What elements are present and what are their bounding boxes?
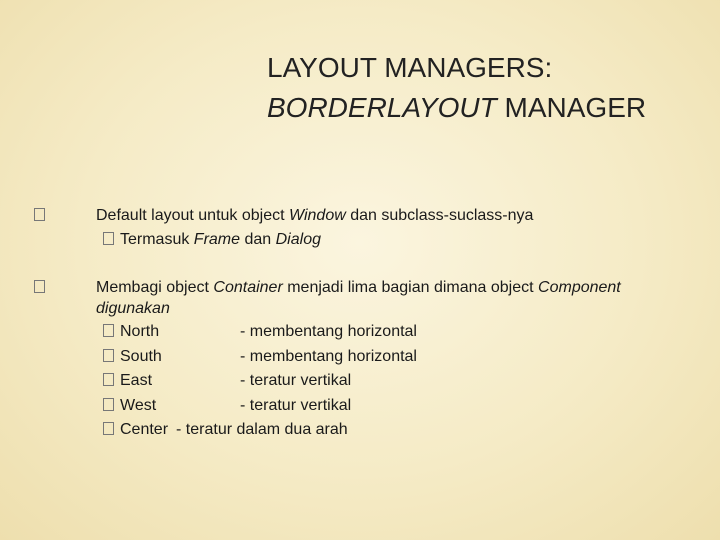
- region-item-west: [103, 394, 351, 419]
- bullet-1-sub: [103, 228, 321, 253]
- region-desc: - teratur dalam dua arah: [176, 421, 348, 438]
- text-italic: Container: [213, 279, 283, 296]
- text-italic: Component: [538, 279, 621, 296]
- title-italic-word: BORDERLAYOUT: [267, 92, 497, 123]
- title-line-2: [267, 88, 646, 128]
- region-name: North: [120, 323, 160, 340]
- bullet-2-text-line-2: [96, 297, 170, 321]
- text-italic: Frame: [193, 231, 241, 248]
- text-italic: Window: [289, 207, 346, 224]
- region-item-south: [103, 345, 417, 370]
- region-desc: - teratur vertikal: [240, 396, 352, 414]
- title-line-2-rest: MANAGER: [496, 92, 647, 123]
- bullet-1-text: [96, 204, 533, 228]
- text-italic: digunakan: [96, 300, 170, 317]
- sub-bullet-box-icon: [103, 232, 114, 245]
- text-run: dan: [240, 231, 276, 248]
- sub-bullet-box-icon: [103, 349, 114, 362]
- region-item-north: [103, 320, 417, 345]
- text-italic: Dialog: [275, 231, 321, 248]
- slide-title: [267, 48, 646, 128]
- sub-bullet-box-icon: [103, 422, 114, 435]
- region-name: East: [120, 372, 153, 389]
- title-line-1: LAYOUT MANAGERS:: [267, 52, 553, 83]
- bullet-box-icon: [34, 208, 45, 221]
- region-desc: - teratur vertikal: [240, 372, 352, 389]
- region-name: Center: [120, 421, 169, 438]
- region-desc: - membentang horizontal: [240, 323, 417, 340]
- text-run: Membagi object: [96, 279, 214, 296]
- region-item-east: [103, 369, 351, 394]
- sub-bullet-box-icon: [103, 324, 114, 337]
- text-run: dan subclass-suclass-nya: [345, 207, 534, 224]
- sub-bullet-box-icon: [103, 373, 114, 386]
- bullet-box-icon: [34, 280, 45, 293]
- region-name: West: [120, 396, 157, 414]
- text-run: Termasuk: [120, 231, 194, 248]
- bullet-2-text: [96, 276, 621, 300]
- region-name: South: [120, 347, 162, 365]
- bullet-marker: [34, 276, 45, 300]
- bullet-marker: [34, 204, 45, 228]
- text-run: menjadi lima bagian dimana object: [282, 279, 539, 296]
- region-item-center: [103, 418, 348, 443]
- text-run: Default layout untuk object: [96, 207, 290, 224]
- sub-bullet-box-icon: [103, 398, 114, 411]
- region-desc: - membentang horizontal: [240, 347, 417, 365]
